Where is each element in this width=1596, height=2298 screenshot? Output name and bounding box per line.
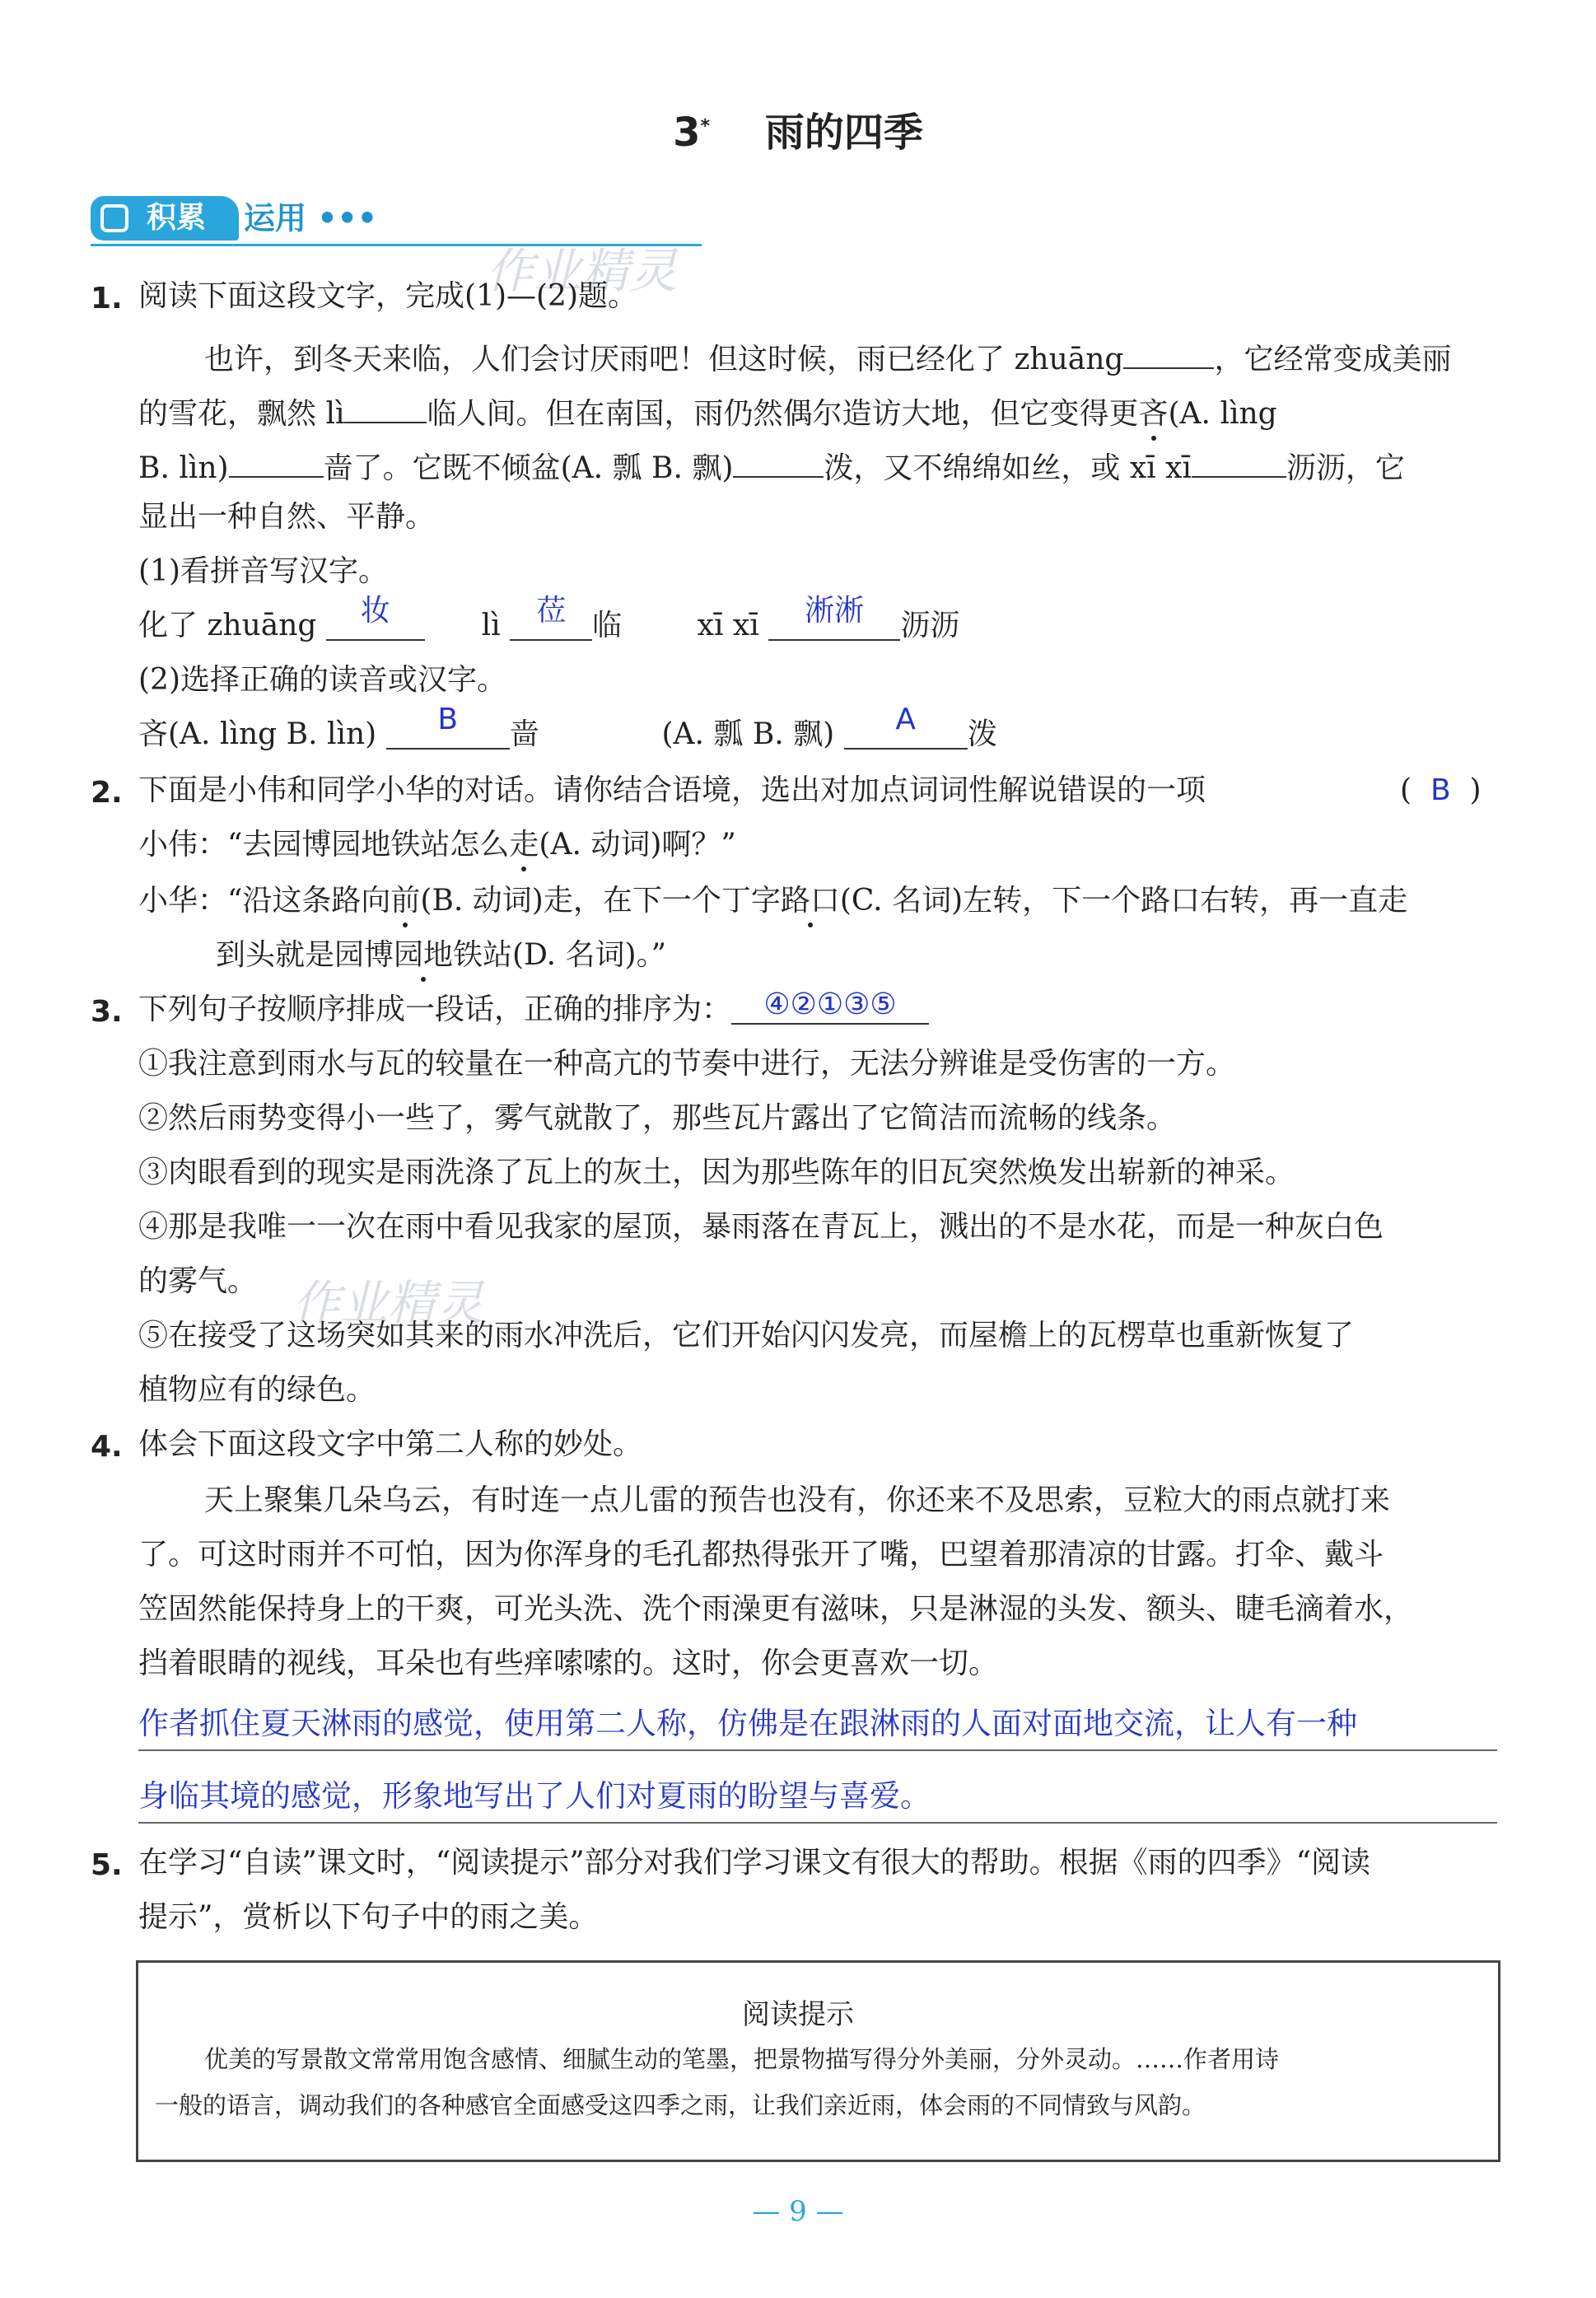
sentence: 植物应有的绿色。 (138, 1373, 376, 1407)
dotted-word: 园博园地铁站 (334, 938, 513, 972)
dialogue-line (216, 938, 666, 972)
answer-text: A (895, 703, 916, 736)
question-stem-text: 下列句子按顺序排成一段话，正确的排序为： (138, 993, 732, 1026)
answer-blank (326, 594, 425, 641)
page-number: — 9 — (752, 2195, 844, 2228)
question-number: 5. (91, 1848, 123, 1882)
question-stem (138, 988, 929, 1026)
answer-rule (138, 1749, 1497, 1751)
sentence: ③肉眼看到的现实是雨洗涤了瓦上的灰土，因为那些陈年的旧瓦突然焕发出崭新的神采。 (138, 1156, 1295, 1189)
answer-text: 身临其境的感觉，形象地写出了人们对夏雨的盼望与喜爱。 (138, 1778, 931, 1814)
bracket-open: ( (1400, 773, 1412, 807)
dialogue-line (138, 830, 736, 860)
dialogue-text: (B. 动词)走，在下一个丁字 (420, 884, 781, 918)
question-number: 1. (91, 282, 123, 315)
answer-prompt: lì (481, 609, 501, 642)
answer-line (138, 703, 997, 751)
passage-text: B. lìn) (138, 451, 229, 485)
question-stem: 在学习“自读”课文时，“阅读提示”部分对我们学习课文有很大的帮助。根据《雨的四季》“阅读 (138, 1846, 1371, 1880)
answer-text: 妆 (360, 594, 390, 628)
answer-blank (386, 703, 510, 750)
passage-text: 的雪花，飘然 lì (138, 397, 345, 431)
blank (1123, 339, 1214, 369)
blank (733, 448, 824, 478)
dialogue-text: (C. 名词)左转，下一个路口右转，再一直走 (839, 884, 1408, 918)
answer-text: 莅 (536, 594, 567, 628)
answer-blank (844, 703, 968, 750)
sentence: ④那是我唯一一次在雨中看见我家的屋顶，暴雨落在青瓦上，溅出的不是水花，而是一种灰白色 (138, 1210, 1384, 1244)
dotted-char: 吝 (1138, 397, 1169, 431)
answer-prompt: (A. 瓢 B. 飘) (661, 717, 835, 751)
answer-prompt: 吝(A. lìng B. lìn) (138, 717, 377, 751)
passage-text: 啬了。它既不倾盆(A. 瓢 B. 飘) (323, 451, 734, 485)
passage-text: 临人间。但在南国，雨仍然偶尔造访大地，但它变得更 (427, 397, 1139, 431)
dialogue-text: 到头就是 (216, 938, 335, 972)
sentence: ①我注意到雨水与瓦的较量在一种高亢的节奏中进行，无法分辨谁是受伤害的一方。 (138, 1047, 1236, 1081)
answer-text: 淅淅 (805, 594, 865, 628)
passage-text: 也许，到冬天来临，人们会讨厌雨吧！但这时候，雨已经化了 zhuāng (204, 343, 1124, 376)
reading-tip-text: 一般的语言，调动我们的各种感官全面感受这四季之雨，让我们亲近雨，体会雨的不同情致与风韵。 (155, 2091, 1206, 2119)
question-stem: 下面是小伟和同学小华的对话。请你结合语境，选出对加点词词性解说错误的一项 (138, 773, 1206, 807)
watermark: 作业精灵 (486, 243, 678, 299)
question-number: 3. (91, 995, 123, 1029)
answer-prompt: 临 (592, 609, 623, 642)
passage-line: 显出一种自然、平静。 (138, 500, 436, 534)
home-tab-icon (100, 204, 128, 232)
answer-blank (731, 988, 929, 1025)
dialogue-text: 小华：“沿这条路向 (138, 884, 391, 918)
section-tab-label: 积累 (147, 201, 207, 235)
bracket-close: ) (1469, 773, 1482, 807)
dialogue-text: (D. 名词)。” (512, 938, 666, 972)
dialogue-text: (A. 动词)啊？” (539, 828, 736, 862)
answer-rule (138, 1822, 1497, 1824)
sub-question: (1)看拼音写汉字。 (138, 554, 388, 588)
question-stem: 阅读下面这段文字，完成(1)—(2)题。 (138, 279, 637, 313)
sub-question: (2)选择正确的读音或汉字。 (138, 663, 506, 697)
question-stem: 体会下面这段文字中第二人称的妙处。 (138, 1427, 643, 1461)
answer-text: ④②①③⑤ (763, 988, 897, 1021)
passage-text: ，它经常变成美丽 (1214, 343, 1452, 376)
watermark: 作业精灵 (292, 1275, 484, 1331)
passage-line: 天上聚集几朵乌云，有时连一点儿雷的预告也没有，你还来不及思索，豆粒大的雨点就打来 (204, 1483, 1391, 1517)
answer-bracket (1400, 773, 1482, 807)
passage-line (204, 339, 1452, 375)
passage-text: (A. lìng (1168, 397, 1277, 431)
section-label: 运用 ••• (244, 200, 378, 236)
lesson-title: 雨的四季 (764, 110, 923, 156)
passage-text: 泼，又不绵绵如丝，或 xī xī (824, 451, 1192, 485)
passage-line: 了。可这时雨并不可怕，因为你浑身的毛孔都热得张开了嘴，巴望着那清凉的甘露。打伞、戴斗 (138, 1538, 1384, 1572)
passage-line (138, 394, 1277, 429)
dotted-word: 走 (509, 828, 539, 862)
passage-text: 沥沥，它 (1286, 451, 1405, 485)
answer-prompt: 沥沥 (900, 609, 960, 642)
sentence: ⑤在接受了这场突如其来的雨水冲洗后，它们开始闪闪发亮，而屋檐上的瓦楞草也重新恢复了 (138, 1319, 1355, 1352)
answer-prompt: 啬 (509, 717, 539, 751)
answer-line (138, 594, 960, 642)
question-stem: 提示”，赏析以下句子中的雨之美。 (138, 1900, 599, 1934)
blank (344, 394, 427, 423)
passage-line: 挡着眼睛的视线，耳朵也有些痒嗦嗦的。这时，你会更喜欢一切。 (138, 1646, 999, 1680)
dialogue-text: 小伟：“去园博园地铁站怎么 (138, 828, 510, 862)
reading-tip-text: 优美的写景散文常常用饱含感情、细腻生动的笔墨，把景物描写得分外美丽，分外灵动。……作者用诗 (204, 2045, 1280, 2073)
dotted-word: 前 (390, 884, 421, 918)
answer-prompt: 泼 (967, 717, 997, 751)
question-number: 2. (91, 776, 123, 810)
dotted-word: 路口 (780, 884, 840, 918)
answer-prompt: 化了 zhuāng (138, 609, 317, 642)
question-number: 4. (91, 1430, 123, 1464)
sentence: 的雾气。 (138, 1264, 258, 1298)
section-tab (91, 196, 239, 241)
blank (229, 448, 324, 478)
dialogue-line (138, 886, 1407, 916)
answer-text: B (1430, 773, 1451, 807)
reading-tip-title: 阅读提示 (742, 1998, 854, 2031)
answer-blank (768, 594, 900, 641)
sentence: ②然后雨势变得小一些了，雾气就散了，那些瓦片露出了它简洁而流畅的线条。 (138, 1101, 1177, 1135)
answer-text: B (437, 703, 459, 736)
page-title (0, 100, 1596, 157)
passage-line: 笠固然能保持身上的干爽，可光头洗、洗个雨澡更有滋味，只是淋湿的头发、额头、睫毛滴着水， (138, 1592, 1414, 1626)
blank (1192, 448, 1286, 478)
passage-line (138, 448, 1405, 483)
self-study-mark: * (700, 116, 711, 137)
lesson-number: 3 (673, 110, 701, 156)
answer-text: 作者抓住夏天淋雨的感觉，使用第二人称，仿佛是在跟淋雨的人面对面地交流，让人有一种 (138, 1706, 1357, 1741)
answer-blank (510, 594, 592, 641)
answer-prompt: xī xī (697, 609, 759, 642)
